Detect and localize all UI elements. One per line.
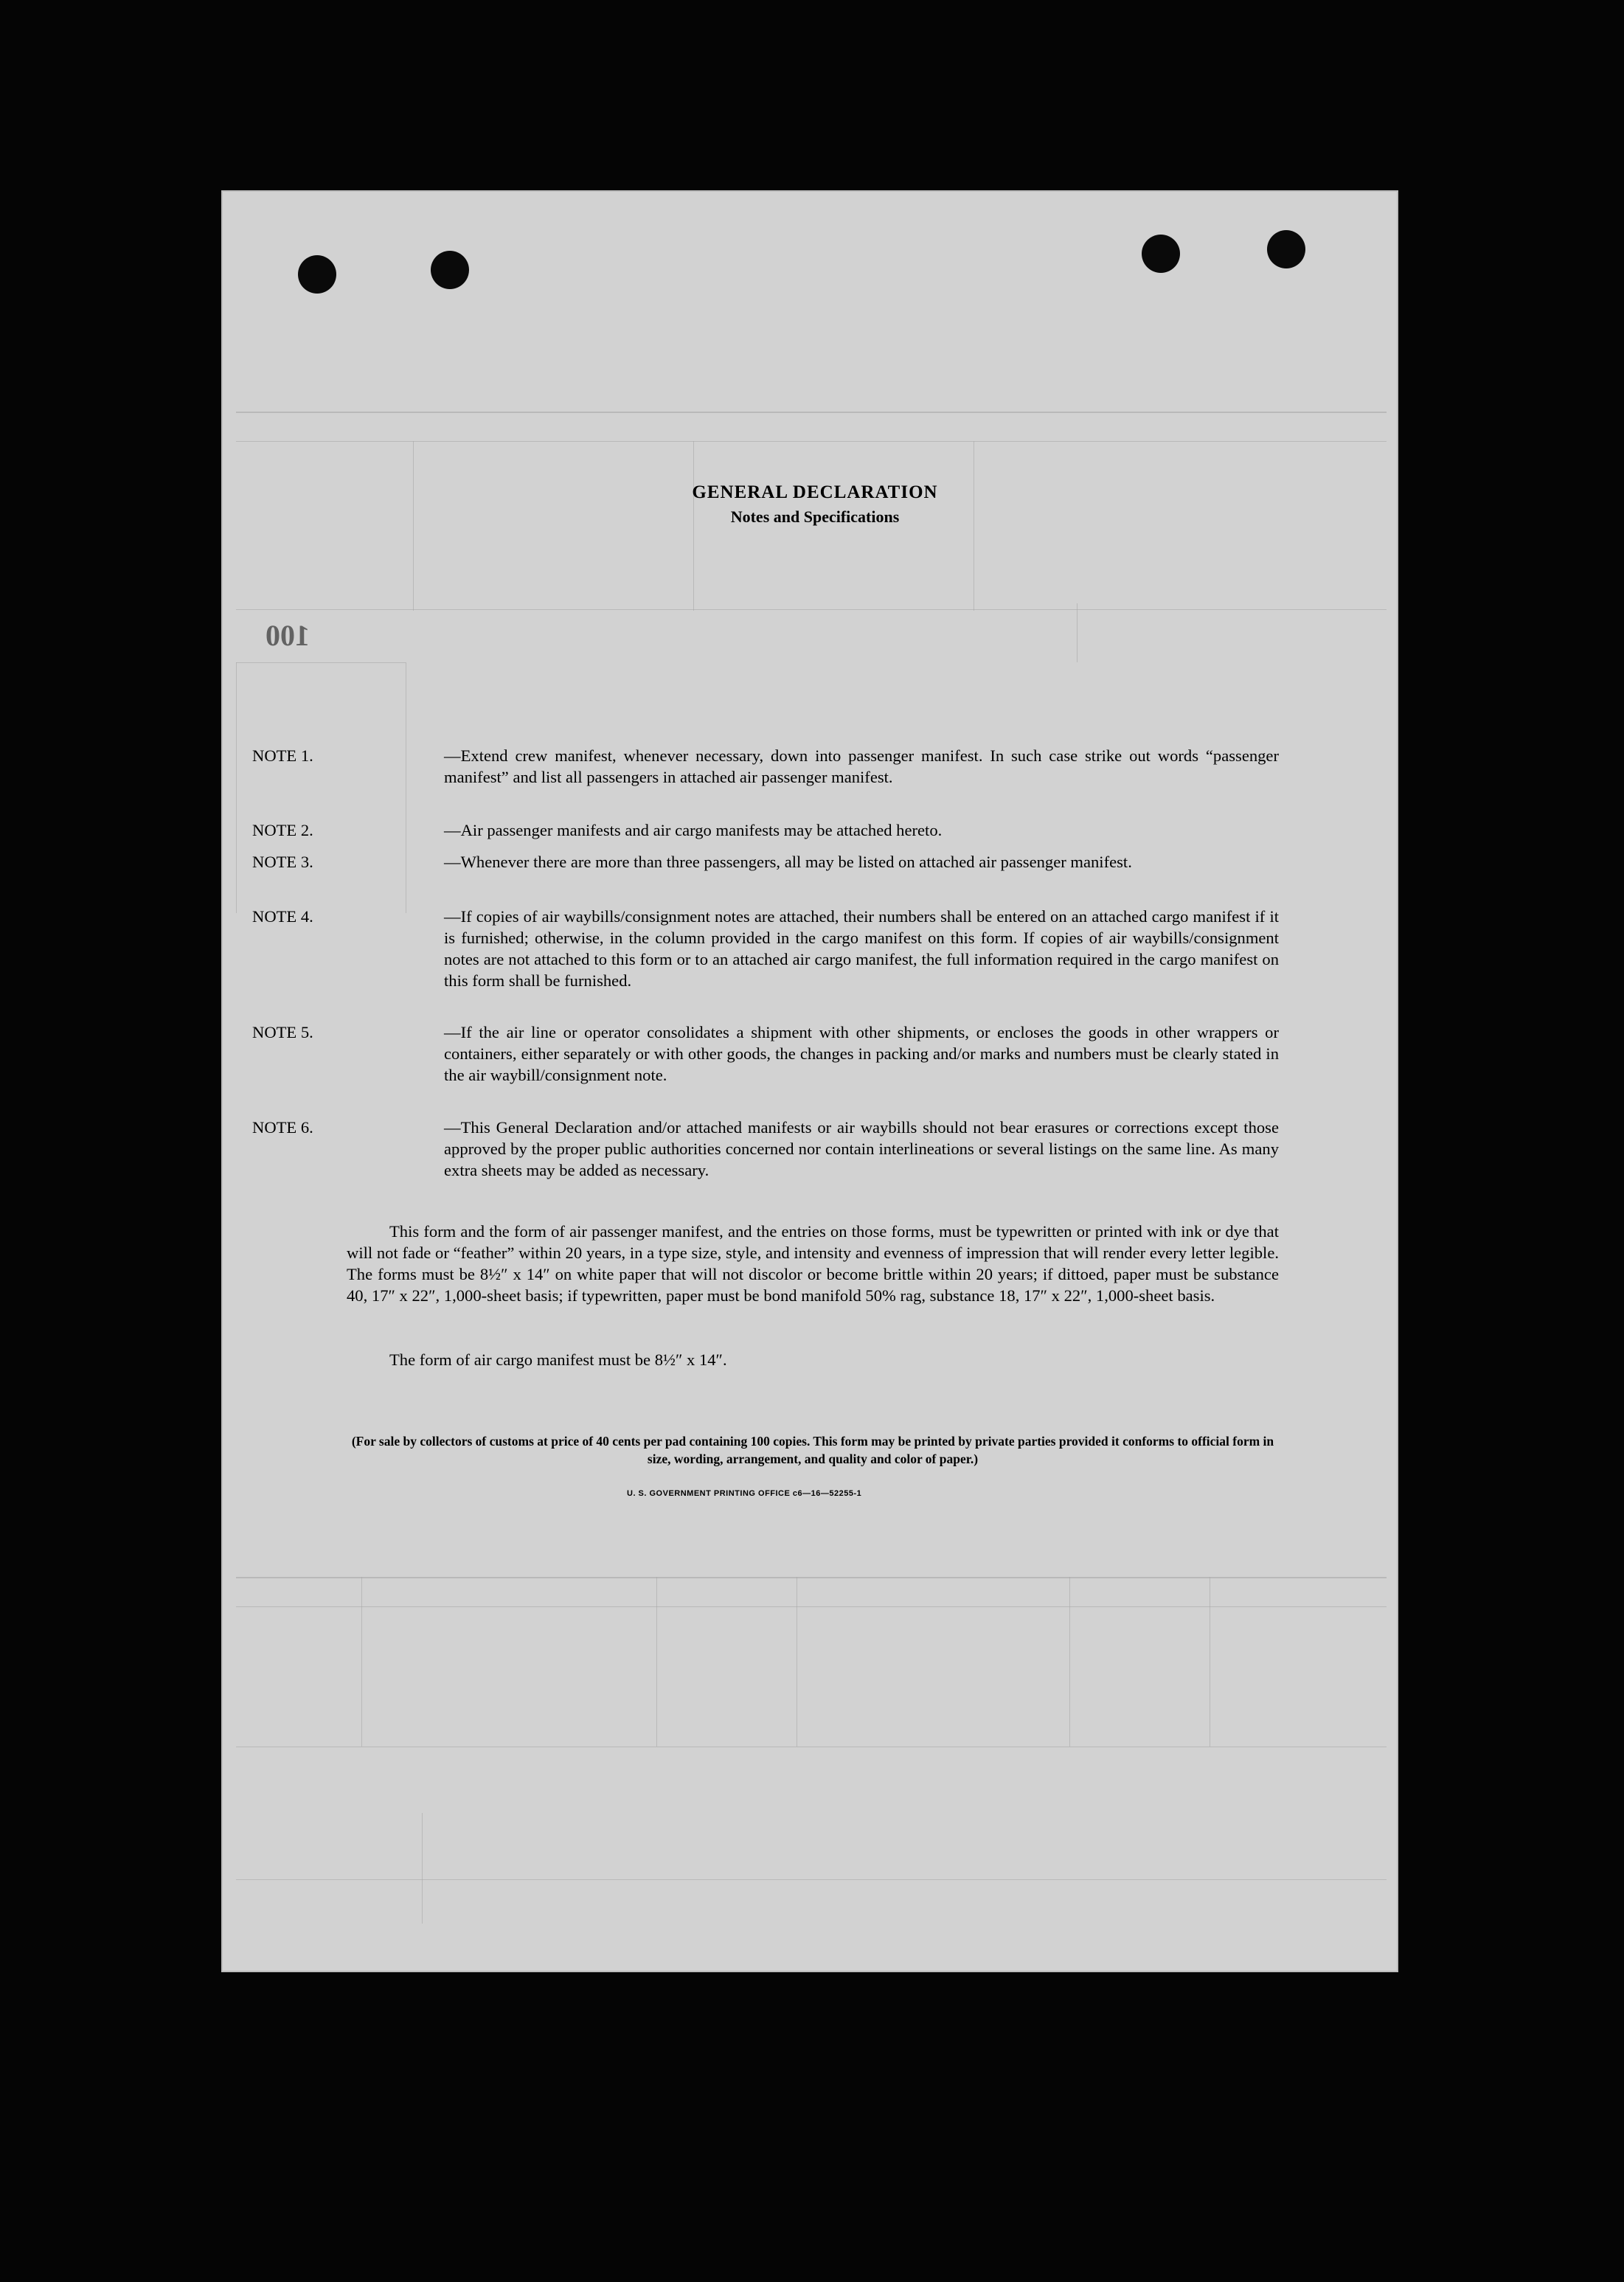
paper-requirements-paragraph: This form and the form of air passenger manifest, and the entries on those forms, must be typewritten or printed with ink or dye that will not fade or “feather” within 20 years, in a type size, style, and intensity and evenness of impression that will render every letter legible. The forms must be 8½″ x 14″ on white paper that will not discolor or become brittle within 20 years; if dittoed, paper must be substance 40, 17″ x 22″, 1,000-sheet basis; if typewritten, paper must be bond manifold 50% rag, substance 18, 17″ x 22″, 1,000-sheet basis. (347, 1222, 1279, 1305)
bleed-through-rule (656, 1577, 657, 1747)
page-subtitle: Notes and Specifications (730, 507, 900, 526)
note-text: —This General Declaration and/or attached manifests or air waybills should not bear erasures or corrections except those approved by the proper public authorities concerned nor contain interlineations or several listings on the same line. As many extra sheets may be added as necessary. (444, 1118, 1279, 1179)
cargo-manifest-size-line: The form of air cargo manifest must be 8½″ x 14″. (389, 1350, 727, 1369)
note-2 (252, 819, 1279, 841)
page-title: GENERAL DECLARATION (692, 482, 938, 502)
printer-imprint: U. S. GOVERNMENT PRINTING OFFICE c6—16—52255-1 (627, 1489, 862, 1498)
punch-hole (1142, 235, 1180, 273)
note-label: NOTE 2. (252, 821, 313, 839)
bleed-through-rule (1077, 603, 1078, 662)
note-text: —If copies of air waybills/consignment notes are attached, their numbers shall be entered on an attached cargo manifest if it is furnished; otherwise, in the column provided in the cargo manifest on this form. If copies of air waybills/consignment notes are not attached to this form or to an attached air cargo manifest, the full information required in the cargo manifest on this form shall be furnished. (444, 907, 1279, 990)
bleed-through-rule (413, 441, 414, 611)
sale-note: (For sale by collectors of customs at price of 40 cents per pad containing 100 copies. This form may be printed by private parties provided it conforms to official form in size, wording, arrangement, and quality and color of paper.) (351, 1434, 1274, 1466)
punch-hole (298, 255, 336, 294)
note-label: NOTE 6. (252, 1118, 313, 1137)
note-label: NOTE 3. (252, 853, 313, 871)
note-text: —Extend crew manifest, whenever necessary, down into passenger manifest. In such case strike out words “passenger manifest” and list all passengers in attached air passenger manifest. (444, 746, 1279, 786)
bleed-through-rule (236, 1577, 1387, 1578)
bleed-through-rule (236, 1879, 1387, 1880)
note-5 (252, 1022, 1279, 1086)
bleed-through-rule (236, 441, 1387, 442)
punch-hole (431, 251, 469, 289)
note-label: NOTE 5. (252, 1023, 313, 1041)
bleed-through-rule (361, 1577, 362, 1747)
bleed-through-stamp: 100 (266, 619, 310, 652)
bleed-through-rule (236, 662, 237, 913)
bleed-through-rule (1069, 1577, 1070, 1747)
bleed-through-rule (422, 1813, 423, 1924)
bleed-through-rule (236, 1606, 1387, 1607)
punch-hole (1267, 230, 1305, 268)
note-6 (252, 1117, 1279, 1181)
note-text: —If the air line or operator consolidates a shipment with other shipments, or encloses the goods in other wrappers or containers, either separately or with other goods, the changes in packing and/or marks and numbers must be clearly stated in the air waybill/consignment note. (444, 1023, 1279, 1084)
note-3 (252, 851, 1279, 873)
note-label: NOTE 4. (252, 907, 313, 926)
note-text: —Air passenger manifests and air cargo manifests may be attached hereto. (444, 821, 943, 839)
bleed-through-rule (236, 412, 1387, 413)
bleed-through-rule (236, 609, 1387, 610)
note-text: —Whenever there are more than three passengers, all may be listed on attached air passenger manifest. (444, 853, 1132, 871)
note-4 (252, 906, 1279, 991)
note-1 (252, 745, 1279, 788)
bleed-through-rule (236, 662, 406, 663)
note-label: NOTE 1. (252, 746, 313, 765)
